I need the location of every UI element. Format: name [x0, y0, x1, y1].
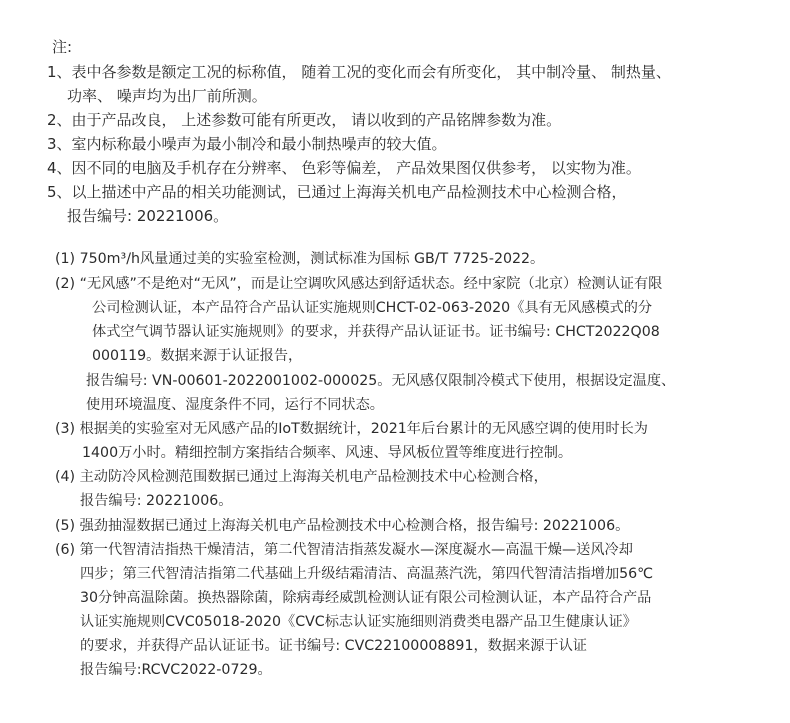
footnote-6-line-4: 认证实施规则CVC05018-2020《CVC标志认证实施细则消费类电器产品卫生健康认证》	[80, 614, 637, 630]
footnote-3-line-1: (3) 根据美的实验室对无风感产品的IoT数据统计，2021年后台累计的无风感空调的使用时长为	[55, 421, 648, 437]
note-2: 2、由于产品改良， 上述参数可能有所更改， 请以收到的产品铭牌参数为准。	[47, 111, 562, 129]
footnote-1: (1) 750m³/h风量通过美的实验室检测，测试标准为国标 GB/T 7725-2022。	[55, 251, 545, 267]
notes-heading: 注:	[52, 38, 73, 56]
note-5-line-1: 5、以上描述中产品的相关功能测试，已通过上海海关机电产品检测技术中心检测合格，	[47, 183, 627, 201]
footnote-6-line-3: 30分钟高温除菌。换热器除菌，除病毒经威凯检测认证有限公司检测认证，本产品符合产品	[80, 590, 652, 606]
note-3: 3、室内标称最小噪声为最小制冷和最小制热噪声的较大值。	[47, 135, 447, 153]
footnote-2-line-4: 000119。数据来源于认证报告，	[92, 348, 303, 364]
note-1-line-2: 功率、 噪声均为出厂前所测。	[67, 87, 267, 105]
footnote-6-line-5: 的要求，并获得产品认证证书。证书编号: CVC22100008891，数据来源于认证	[80, 638, 587, 654]
footnote-4-line-1: (4) 主动防冷风检测范围数据已通过上海海关机电产品检测技术中心检测合格，	[55, 469, 548, 485]
footnote-2-line-6: 使用环境温度、湿度条件不同，运行不同状态。	[86, 397, 384, 413]
footnote-5: (5) 强劲抽湿数据已通过上海海关机电产品检测技术中心检测合格，报告编号: 20221006。	[55, 518, 630, 534]
footnote-6-line-6: 报告编号:RCVC2022-0729。	[80, 662, 272, 678]
footnote-2-line-1: (2) “无风感”不是绝对“无风”，而是让空调吹风感达到舒适状态。经中家院（北京）检测认证有限	[55, 276, 663, 292]
footnote-2-line-5: 报告编号: VN-00601-2022001002-000025。无风感仅限制冷模式下使用，根据设定温度、	[86, 373, 676, 389]
footnote-4-line-2: 报告编号: 20221006。	[80, 493, 233, 509]
footnote-2-line-2: 公司检测认证，本产品符合产品认证实施规则CHCT-02-063-2020《具有无风感模式的分	[92, 300, 653, 316]
note-1-line-1: 1、表中各参数是额定工况的标称值， 随着工况的变化而会有所变化， 其中制冷量、 制热量、	[47, 63, 671, 81]
footnote-6-line-2: 四步；第三代智清洁指第二代基础上升级结霜清洁、高温蒸汽洗，第四代智清洁指增加56℃	[80, 566, 654, 582]
footnote-2-line-3: 体式空气调节器认证实施规则》的要求，并获得产品认证证书。证书编号: CHCT2022Q08	[92, 324, 660, 340]
footnote-6-line-1: (6) 第一代智清洁指热干燥清洁，第二代智清洁指蒸发凝水—深度凝水—高温干燥—送风冷却	[55, 542, 633, 558]
footnote-3-line-2: 1400万小时。精细控制方案指结合频率、风速、导风板位置等维度进行控制。	[82, 445, 573, 461]
note-5-line-2: 报告编号: 20221006。	[67, 207, 229, 225]
note-4: 4、因不同的电脑及手机存在分辨率、 色彩等偏差， 产品效果图仅供参考， 以实物为准。	[47, 159, 641, 177]
